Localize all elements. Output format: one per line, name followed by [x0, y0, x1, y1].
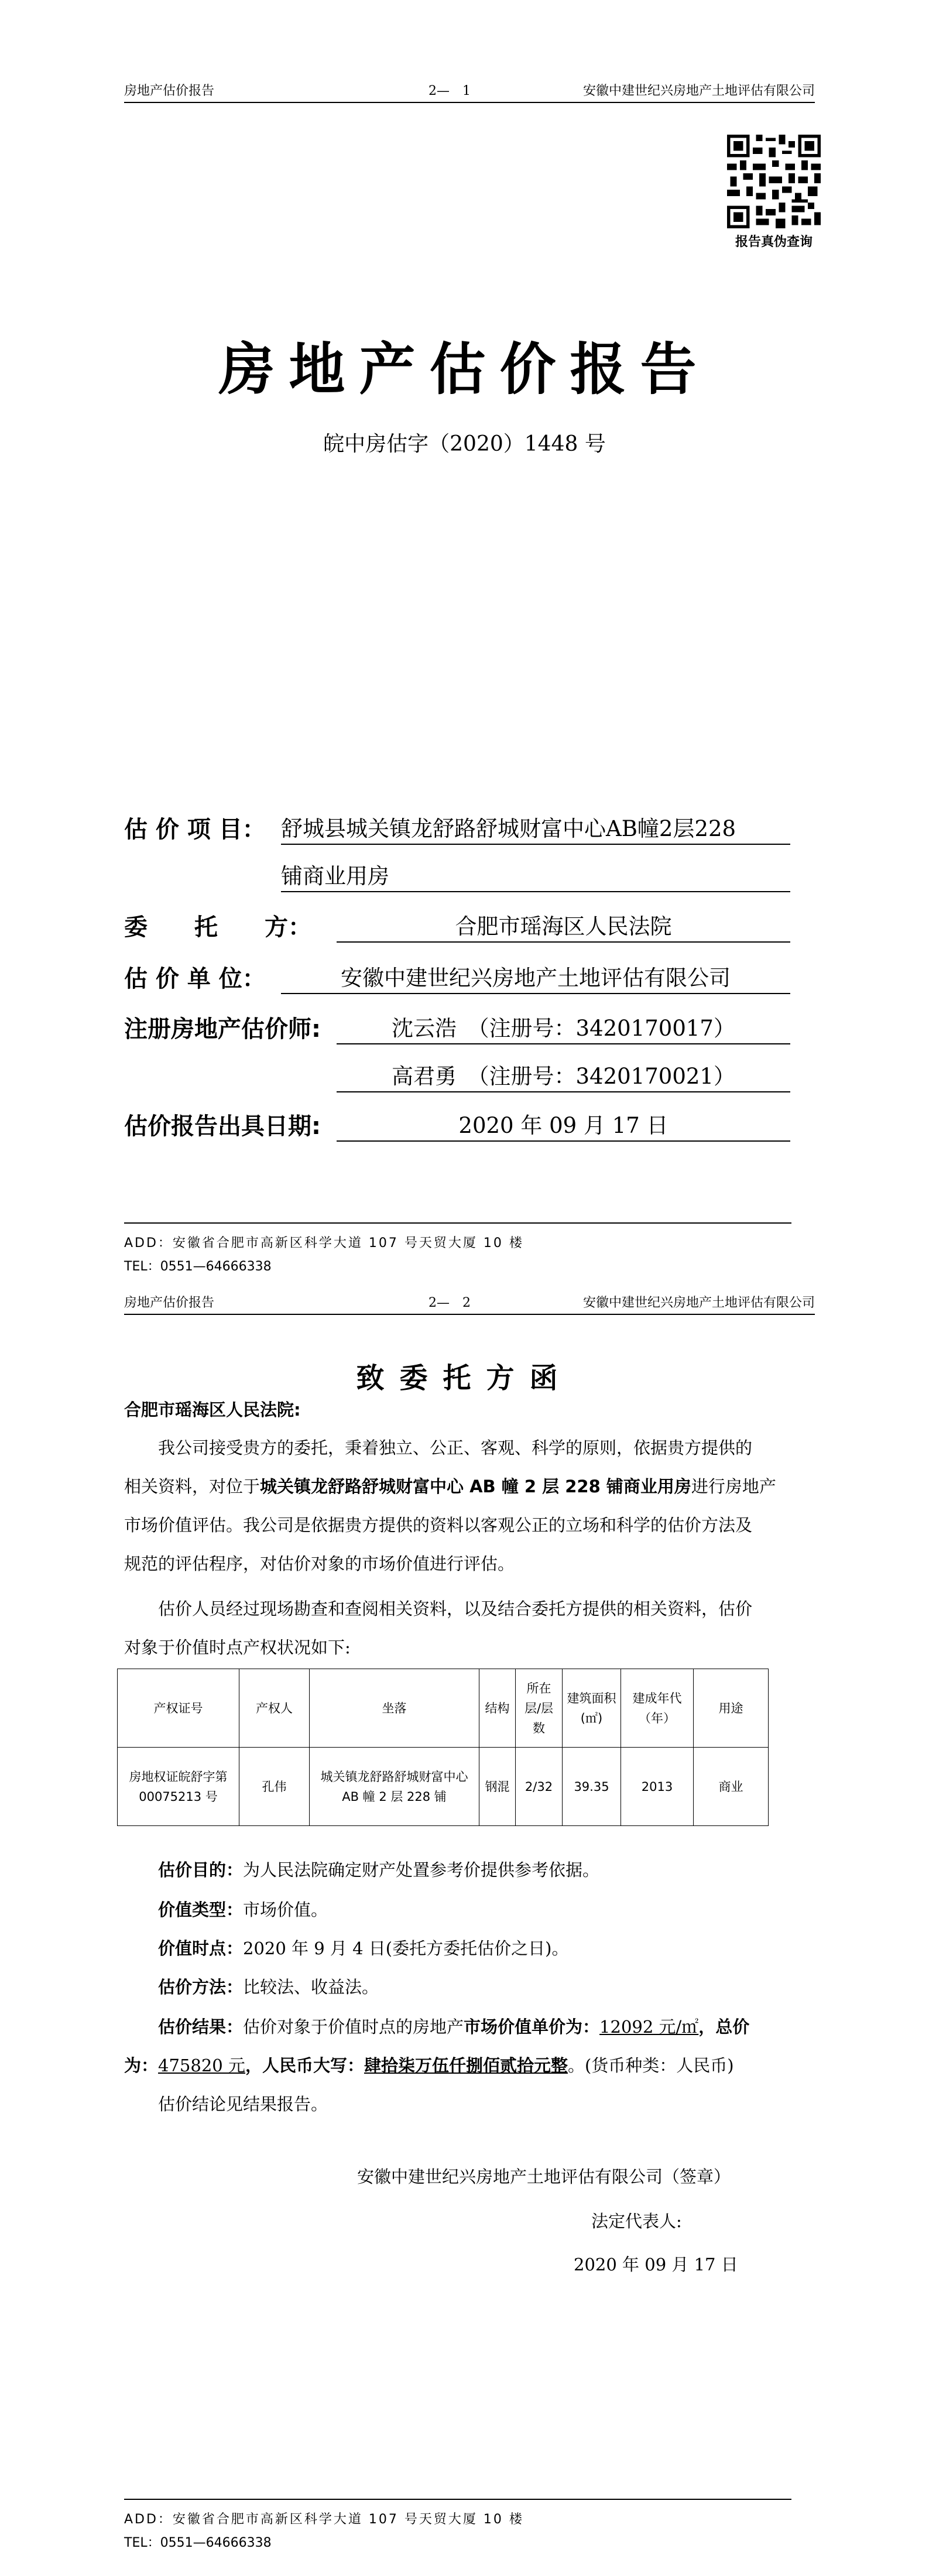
client-value: 合肥市瑶海区人民法院 [337, 909, 790, 943]
result-line-2: 为：475820 元，人民币大写：肆拾柒万伍仟捌佰贰拾元整。(货币种类：人民币) [124, 2056, 734, 2075]
col-floor: 所在层/层数 [516, 1669, 563, 1748]
project-value-line2: 铺商业用房 [281, 858, 790, 892]
page-header [124, 76, 815, 103]
footer-address: ADD：安徽省合肥市高新区科学大道 107 号天贸大厦 10 楼 [124, 2512, 524, 2527]
cell-owner: 孔伟 [239, 1748, 310, 1826]
col-location: 坐落 [310, 1669, 479, 1748]
footer-address: ADD：安徽省合肥市高新区科学大道 107 号天贸大厦 10 楼 [124, 1236, 524, 1251]
paragraph-1-line-3: 市场价值评估。我公司是依据贵方提供的资料以客观公正的立场和科学的估价方法及 [124, 1515, 753, 1535]
header-title: 房地产估价报告 [124, 84, 215, 98]
signature-representative: 法定代表人: [591, 2211, 682, 2231]
report-title: 房地产估价报告 [218, 337, 711, 402]
value-type-line: 价值类型：市场价值。 [158, 1900, 328, 1920]
col-structure: 结构 [479, 1669, 516, 1748]
col-owner: 产权人 [239, 1669, 310, 1748]
header-page-number: 2— 2 [428, 1296, 471, 1310]
header-company: 安徽中建世纪兴房地产土地评估有限公司 [582, 1296, 815, 1310]
table-row [118, 1748, 769, 1826]
col-cert-no: 产权证号 [118, 1669, 239, 1748]
appraisal-unit-label: 估 价 单 位： [124, 965, 266, 992]
table-header-row [118, 1669, 769, 1748]
appraisal-unit-value: 安徽中建世纪兴房地产土地评估有限公司 [281, 960, 790, 994]
total-price: 475820 元 [158, 2056, 245, 2075]
document-number: 皖中房估字（2020）1448 号 [323, 432, 606, 456]
method-line: 估价方法：比较法、收益法。 [158, 1977, 379, 1997]
value-time-line: 价值时点：2020 年 9 月 4 日(委托方委托估价之日)。 [158, 1938, 569, 1958]
col-usage: 用途 [694, 1669, 769, 1748]
letter-title: 致委托方函 [356, 1362, 573, 1395]
conclusion-line: 估价结论见结果报告。 [158, 2094, 328, 2114]
appraiser-1: 沈云浩 （注册号：3420170017） [337, 1010, 790, 1044]
cell-usage: 商业 [694, 1748, 769, 1826]
result-line-1: 估价结果：估价对象于价值时点的房地产市场价值单价为：12092 元/㎡，总价 [158, 2017, 750, 2037]
paragraph-1-line-1: 我公司接受贵方的委托，秉着独立、公正、客观、科学的原则，依据贵方提供的 [158, 1438, 753, 1458]
header-page-number: 2— 1 [428, 84, 471, 98]
paragraph-1-line-4: 规范的评估程序，对估价对象的市场价值进行评估。 [124, 1554, 515, 1574]
paragraph-2-line-2: 对象于价值时点产权状况如下: [124, 1638, 351, 1657]
header-title: 房地产估价报告 [124, 1296, 215, 1310]
qr-code-icon[interactable] [727, 135, 821, 228]
paragraph-2-line-1: 估价人员经过现场勘查和查阅相关资料，以及结合委托方提供的相关资料，估价 [158, 1599, 753, 1619]
col-area: 建筑面积(㎡) [563, 1669, 621, 1748]
issue-date-label: 估价报告出具日期: [124, 1113, 321, 1140]
signature-company: 安徽中建世纪兴房地产土地评估有限公司（签章） [357, 2167, 731, 2187]
header-company: 安徽中建世纪兴房地产土地评估有限公司 [582, 84, 815, 98]
cell-location: 城关镇龙舒路舒城财富中心 AB 幢 2 层 228 铺 [310, 1748, 479, 1826]
property-address-bold: 城关镇龙舒路舒城财富中心 AB 幢 2 层 228 铺商业用房 [260, 1477, 691, 1496]
property-rights-table [117, 1669, 769, 1826]
total-price-upper: 肆拾柒万伍仟捌佰贰拾元整 [364, 2056, 568, 2075]
project-value-line1: 舒城县城关镇龙舒路舒城财富中心AB幢2层228 [281, 811, 790, 845]
cell-area: 39.35 [563, 1748, 621, 1826]
project-label: 估 价 项 目： [124, 816, 266, 843]
client-label: 委 托 方： [124, 914, 311, 941]
appraiser-label: 注册房地产估价师: [124, 1016, 321, 1043]
page-header [124, 1288, 815, 1315]
paragraph-1-line-2: 相关资料，对位于城关镇龙舒路舒城财富中心 AB 幢 2 层 228 铺商业用房进行房地产 [124, 1477, 776, 1496]
col-year: 建成年代（年） [621, 1669, 694, 1748]
unit-price: 12092 元/㎡ [599, 2017, 699, 2037]
cell-structure: 钢混 [479, 1748, 516, 1826]
footer-divider [124, 1222, 791, 1224]
qr-caption: 报告真伪查询 [735, 235, 813, 249]
signature-date: 2020 年 09 月 17 日 [574, 2255, 738, 2274]
footer-tel: TEL：0551—64666338 [124, 1259, 272, 1274]
cell-year: 2013 [621, 1748, 694, 1826]
addressee: 合肥市瑶海区人民法院: [124, 1400, 301, 1420]
footer-tel: TEL：0551—64666338 [124, 2536, 272, 2550]
purpose-line: 估价目的：为人民法院确定财产处置参考价提供参考依据。 [158, 1860, 600, 1880]
appraiser-2: 高君勇 （注册号：3420170021） [337, 1059, 790, 1092]
issue-date-value: 2020 年 09 月 17 日 [337, 1108, 790, 1142]
cell-cert-no: 房地权证皖舒字第 00075213 号 [118, 1748, 239, 1826]
cell-floor: 2/32 [516, 1748, 563, 1826]
footer-divider [124, 2499, 791, 2500]
